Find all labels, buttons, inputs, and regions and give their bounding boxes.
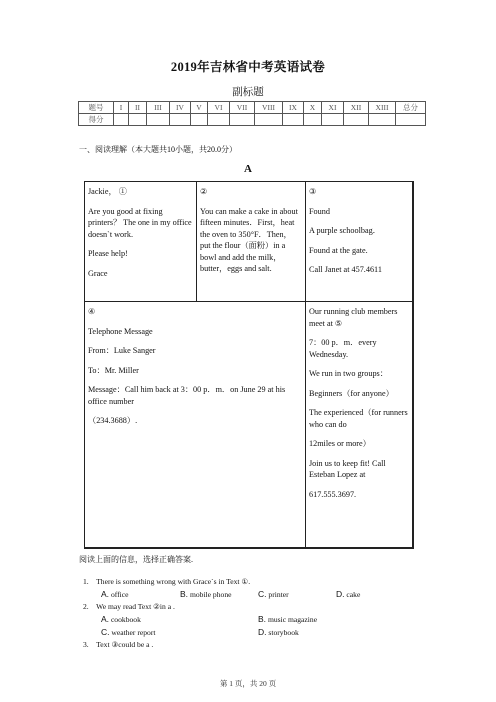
notice-1 bbox=[84, 181, 197, 302]
line-gap bbox=[309, 256, 409, 264]
option-text: printer bbox=[268, 590, 289, 599]
line-gap bbox=[309, 237, 409, 245]
notice-line: 12miles or more） bbox=[309, 439, 371, 448]
notice-line: You can make a cake in about fifteen minutes．First，heat the oven to 350°F．Then，put the flour（面粉）in a bowl and add the milk，butter，eggs and salt. bbox=[200, 206, 298, 273]
notice-line: Found at the gate. bbox=[309, 245, 368, 255]
notice-5 bbox=[305, 301, 413, 548]
line-gap bbox=[309, 380, 409, 388]
question-text: We may read Text ②in a . bbox=[96, 602, 175, 611]
option-text: cookbook bbox=[110, 615, 141, 624]
question-text: There is something wrong with Grace`s in Text ①. bbox=[96, 577, 251, 586]
notice-3 bbox=[305, 181, 413, 302]
score-table-header-cell: I bbox=[114, 102, 129, 114]
page-footer: 第 1 页，共 20 页 bbox=[219, 679, 277, 688]
line-gap bbox=[88, 198, 193, 206]
score-table-empty-cell bbox=[369, 114, 396, 126]
line-gap bbox=[88, 407, 302, 415]
question-1-option-c bbox=[258, 589, 289, 599]
score-table-header-cell: VIII bbox=[255, 102, 283, 114]
option-text: music magazine bbox=[267, 615, 318, 624]
question-2-option-a bbox=[101, 614, 141, 624]
page-title: 2019年吉林省中考英语试卷 bbox=[170, 60, 326, 74]
score-table-empty-cell bbox=[304, 114, 322, 126]
line-gap bbox=[309, 399, 409, 407]
score-table-header-cell: XI bbox=[322, 102, 344, 114]
line-gap bbox=[88, 337, 302, 345]
score-table-header-cell: VII bbox=[230, 102, 255, 114]
notice-line: （234.3688）. bbox=[88, 416, 138, 425]
question-2-option-d bbox=[258, 627, 299, 637]
notice-line: ③ bbox=[309, 187, 317, 196]
score-table-header-cell: II bbox=[129, 102, 147, 114]
score-table-header-cell: 总分 bbox=[396, 102, 426, 114]
line-gap bbox=[309, 217, 409, 225]
notice-line: Grace bbox=[88, 268, 108, 278]
option-text: office bbox=[110, 590, 129, 599]
notice-line: A purple schoolbag． bbox=[309, 226, 381, 235]
question-1-option-d bbox=[336, 589, 360, 599]
question-2-option-c bbox=[101, 627, 155, 637]
score-table-empty-cell bbox=[170, 114, 191, 126]
option-letter: D. bbox=[336, 589, 345, 599]
notice-line: Are you good at fixing printers？ The one in my office doesn`t work. bbox=[88, 206, 192, 239]
score-table-header-cell: X bbox=[304, 102, 322, 114]
score-table-label-cell: 得分 bbox=[79, 114, 114, 126]
question-text: Text ③could be a . bbox=[96, 640, 154, 649]
question-number: 3. bbox=[83, 640, 89, 649]
question-1-option-a bbox=[101, 589, 129, 599]
score-table-empty-cell bbox=[396, 114, 426, 126]
notice-line: ② bbox=[200, 187, 208, 196]
option-letter: A. bbox=[101, 614, 110, 624]
score-table-header-cell: IV bbox=[170, 102, 191, 114]
question-2-option-b bbox=[258, 614, 317, 624]
score-table-header-cell: III bbox=[147, 102, 170, 114]
score-table-empty-cell bbox=[147, 114, 170, 126]
notice-line: To：Mr. Miller bbox=[88, 365, 139, 375]
option-letter: C. bbox=[101, 627, 110, 637]
line-gap bbox=[309, 481, 409, 489]
section-heading: 一、阅读理解（本大题共10小题，共20.0分） bbox=[79, 145, 237, 154]
question-1 bbox=[83, 577, 250, 586]
question-number: 2. bbox=[83, 602, 89, 611]
notice-line: Our running club members meet at ⑤ bbox=[309, 307, 398, 328]
line-gap bbox=[88, 240, 193, 248]
notice-4 bbox=[84, 301, 306, 548]
notice-line: 7：00 p．m．every Wednesday. bbox=[309, 338, 377, 359]
line-gap bbox=[88, 376, 302, 384]
score-table-empty-cell bbox=[129, 114, 147, 126]
line-gap bbox=[88, 357, 302, 365]
score-table-empty-cell bbox=[114, 114, 129, 126]
notice-2 bbox=[196, 181, 306, 302]
score-table-header-cell: XII bbox=[344, 102, 369, 114]
notice-line: Message：Call him back at 3：00 p．m．on June 29 at his office number bbox=[88, 385, 286, 406]
score-table-header-row bbox=[79, 102, 426, 114]
option-text: weather report bbox=[111, 628, 156, 637]
option-letter: C. bbox=[258, 589, 267, 599]
score-table-empty-cell bbox=[191, 114, 208, 126]
score-table-empty-cell bbox=[255, 114, 283, 126]
line-gap bbox=[309, 450, 409, 458]
notice-line: We run in two groups： bbox=[309, 369, 388, 378]
score-table-header-cell: XIII bbox=[369, 102, 396, 114]
line-gap bbox=[200, 198, 302, 206]
line-gap bbox=[309, 360, 409, 368]
page-subtitle: 副标题 bbox=[232, 87, 264, 98]
notice-line: Join us to keep fit! Call Esteban Lopez at bbox=[309, 458, 386, 479]
line-gap bbox=[309, 430, 409, 438]
question-1-option-b bbox=[180, 589, 231, 599]
option-letter: A. bbox=[101, 589, 110, 599]
question-3 bbox=[83, 640, 153, 649]
question-2 bbox=[83, 602, 175, 611]
line-gap bbox=[309, 198, 409, 206]
notice-line: ④ bbox=[88, 307, 96, 316]
instruction: 阅读上面的信息，选择正确答案. bbox=[79, 555, 193, 564]
score-table-empty-cell bbox=[283, 114, 304, 126]
option-text: mobile phone bbox=[189, 590, 232, 599]
score-table-empty-cell bbox=[322, 114, 344, 126]
score-table-score-row bbox=[79, 114, 426, 126]
option-letter: D. bbox=[258, 627, 267, 637]
notice-line: The experienced（for runners who can do bbox=[309, 408, 408, 429]
question-number: 1. bbox=[83, 577, 89, 586]
score-table-empty-cell bbox=[344, 114, 369, 126]
notice-line: 617.555.3697. bbox=[309, 489, 357, 499]
passage-letter: A bbox=[244, 163, 252, 175]
option-letter: B. bbox=[180, 589, 189, 599]
notice-line: Telephone Message bbox=[88, 326, 153, 336]
notice-line: Please help! bbox=[88, 249, 128, 258]
notice-line: Beginners（for anyone） bbox=[309, 388, 394, 398]
line-gap bbox=[309, 329, 409, 337]
score-table-header-cell: IX bbox=[283, 102, 304, 114]
line-gap bbox=[88, 260, 193, 268]
notice-line: Jackie， ① bbox=[88, 187, 127, 196]
notice-line: Call Janet at 457.4611 bbox=[309, 265, 382, 274]
score-table-empty-cell bbox=[208, 114, 230, 126]
score-table bbox=[78, 101, 426, 126]
score-table-empty-cell bbox=[230, 114, 255, 126]
score-table-label-cell: 题号 bbox=[79, 102, 114, 114]
option-text: cake bbox=[346, 590, 361, 599]
option-text: storybook bbox=[268, 628, 299, 637]
score-table-header-cell: VI bbox=[208, 102, 230, 114]
line-gap bbox=[88, 318, 302, 326]
option-letter: B. bbox=[258, 614, 267, 624]
notice-line: From：Luke Sanger bbox=[88, 346, 156, 355]
score-table-header-cell: V bbox=[191, 102, 208, 114]
notice-line: Found bbox=[309, 206, 330, 216]
